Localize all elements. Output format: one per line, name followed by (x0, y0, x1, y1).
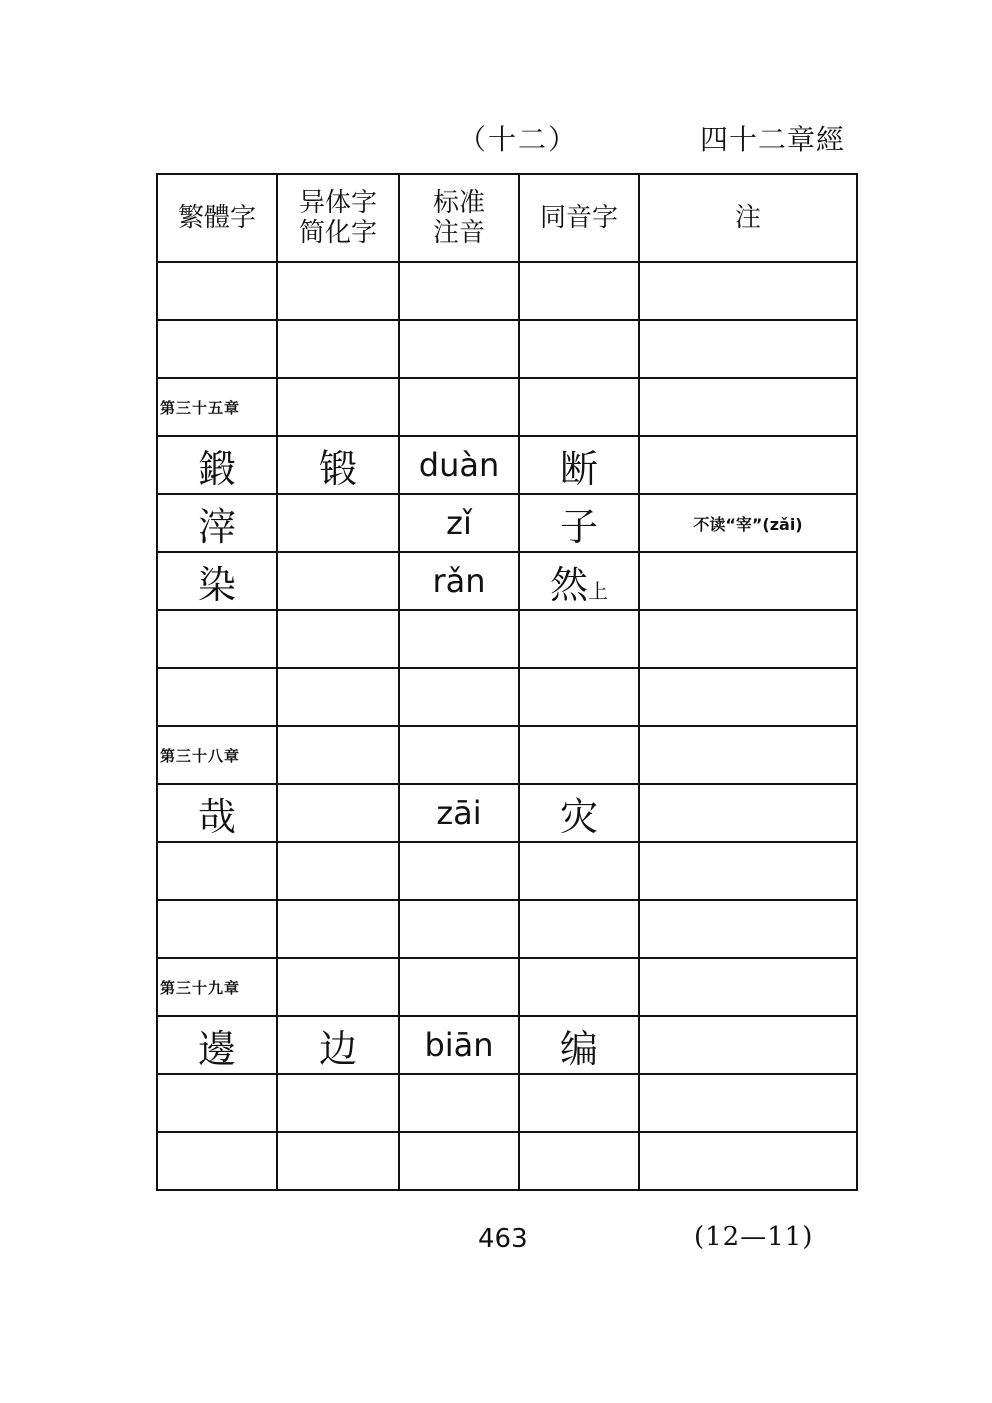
table-row (157, 1016, 857, 1074)
pinyin-text: biān (424, 1026, 494, 1064)
variant-cell (277, 378, 399, 436)
homophone-cell (519, 958, 639, 1016)
note-cell (639, 494, 857, 552)
header-homophone (519, 174, 639, 262)
table-row (157, 378, 857, 436)
traditional-cell (157, 320, 277, 378)
pinyin-cell (399, 1074, 519, 1132)
traditional-char: 染 (197, 562, 236, 607)
traditional-char: 鍛 (197, 446, 236, 491)
traditional-cell (157, 1132, 277, 1190)
table-row (157, 436, 857, 494)
table-row (157, 726, 857, 784)
variant-cell (277, 668, 399, 726)
pinyin-text: zāi (436, 794, 482, 832)
table-row (157, 1074, 857, 1132)
homophone-cell (519, 262, 639, 320)
header-homophone-label: 同音字 (539, 203, 618, 233)
homophone-cell (519, 1016, 639, 1074)
pinyin-cell (399, 436, 519, 494)
traditional-char: 滓 (197, 504, 236, 549)
pinyin-cell (399, 726, 519, 784)
note-cell (639, 1074, 857, 1132)
header-standard-pinyin (399, 174, 519, 262)
variant-cell (277, 320, 399, 378)
header-traditional (157, 174, 277, 262)
page-number: 463 (478, 1224, 528, 1254)
note-cell (639, 842, 857, 900)
header-traditional-label: 繁體字 (177, 203, 256, 233)
traditional-char: 邊 (197, 1026, 236, 1071)
tone-mark: 上 (588, 578, 608, 603)
homophone-char: 灾 (559, 794, 598, 839)
homophone-cell (519, 436, 639, 494)
book-title: 四十二章經 (700, 123, 846, 156)
chapter-heading: 第三十五章 (160, 398, 241, 417)
variant-cell (277, 726, 399, 784)
pinyin-cell (399, 494, 519, 552)
table-row (157, 958, 857, 1016)
table-row (157, 262, 857, 320)
homophone-cell (519, 494, 639, 552)
variant-cell (277, 1132, 399, 1190)
homophone-cell (519, 320, 639, 378)
traditional-char: 哉 (197, 794, 236, 839)
variant-cell (277, 494, 399, 552)
homophone-cell (519, 552, 639, 610)
note-cell (639, 436, 857, 494)
table-row (157, 552, 857, 610)
pinyin-cell (399, 900, 519, 958)
note-cell (639, 900, 857, 958)
table-row (157, 668, 857, 726)
pinyin-cell (399, 1016, 519, 1074)
traditional-cell (157, 842, 277, 900)
table-row (157, 610, 857, 668)
table-row (157, 784, 857, 842)
traditional-cell (157, 610, 277, 668)
variant-cell (277, 262, 399, 320)
homophone-char: 断 (559, 446, 598, 491)
page-code: (12—11) (694, 1222, 814, 1252)
homophone-cell (519, 1132, 639, 1190)
pinyin-text: zǐ (446, 504, 472, 542)
homophone-cell (519, 378, 639, 436)
header-note-label: 注 (734, 203, 761, 233)
homophone-char: 子 (559, 504, 598, 549)
traditional-cell (157, 668, 277, 726)
header-simplified-label: 简化字 (298, 218, 377, 248)
note-cell (639, 378, 857, 436)
homophone-cell (519, 726, 639, 784)
chapter-heading-cell (157, 726, 277, 784)
variant-cell (277, 842, 399, 900)
pinyin-cell (399, 378, 519, 436)
variant-cell (277, 1074, 399, 1132)
table-row (157, 320, 857, 378)
traditional-cell (157, 552, 277, 610)
variant-char: 锻 (318, 446, 357, 491)
header-note (639, 174, 857, 262)
table-row (157, 842, 857, 900)
homophone-cell (519, 610, 639, 668)
homophone-cell (519, 668, 639, 726)
traditional-cell (157, 1016, 277, 1074)
note-cell (639, 668, 857, 726)
section-number: （十二） (458, 123, 579, 156)
note-cell (639, 726, 857, 784)
note-cell (639, 552, 857, 610)
character-table (156, 173, 858, 1191)
note-text: 不读“宰”(zǎi) (693, 514, 803, 534)
homophone-cell (519, 900, 639, 958)
pinyin-cell (399, 668, 519, 726)
variant-cell (277, 958, 399, 1016)
note-cell (639, 958, 857, 1016)
chapter-heading: 第三十九章 (160, 978, 241, 997)
variant-cell (277, 900, 399, 958)
chapter-heading-cell (157, 378, 277, 436)
variant-cell (277, 436, 399, 494)
homophone-cell (519, 784, 639, 842)
table-header-row (157, 174, 857, 262)
pinyin-cell (399, 842, 519, 900)
header-annotation-label: 注音 (432, 218, 485, 248)
header-variant-label: 异体字 (298, 188, 377, 218)
chapter-heading: 第三十八章 (160, 746, 241, 765)
pinyin-cell (399, 784, 519, 842)
note-cell (639, 610, 857, 668)
chapter-heading-cell (157, 958, 277, 1016)
table-row (157, 1132, 857, 1190)
variant-char: 边 (318, 1026, 357, 1071)
pinyin-cell (399, 958, 519, 1016)
note-cell (639, 262, 857, 320)
pinyin-cell (399, 320, 519, 378)
table-row (157, 494, 857, 552)
traditional-cell (157, 494, 277, 552)
variant-cell (277, 552, 399, 610)
table-row (157, 900, 857, 958)
pinyin-text: rǎn (432, 562, 486, 600)
note-cell (639, 1132, 857, 1190)
homophone-char: 然 (549, 562, 588, 607)
pinyin-cell (399, 1132, 519, 1190)
note-cell (639, 784, 857, 842)
header-variant-simplified (277, 174, 399, 262)
pinyin-cell (399, 552, 519, 610)
homophone-cell (519, 842, 639, 900)
pinyin-cell (399, 262, 519, 320)
note-cell (639, 1016, 857, 1074)
traditional-cell (157, 1074, 277, 1132)
pinyin-cell (399, 610, 519, 668)
variant-cell (277, 784, 399, 842)
header-standard-label: 标准 (432, 188, 485, 218)
variant-cell (277, 1016, 399, 1074)
traditional-cell (157, 436, 277, 494)
variant-cell (277, 610, 399, 668)
homophone-cell (519, 1074, 639, 1132)
pinyin-text: duàn (418, 446, 500, 484)
homophone-char: 编 (559, 1026, 598, 1071)
note-cell (639, 320, 857, 378)
traditional-cell (157, 262, 277, 320)
traditional-cell (157, 784, 277, 842)
traditional-cell (157, 900, 277, 958)
